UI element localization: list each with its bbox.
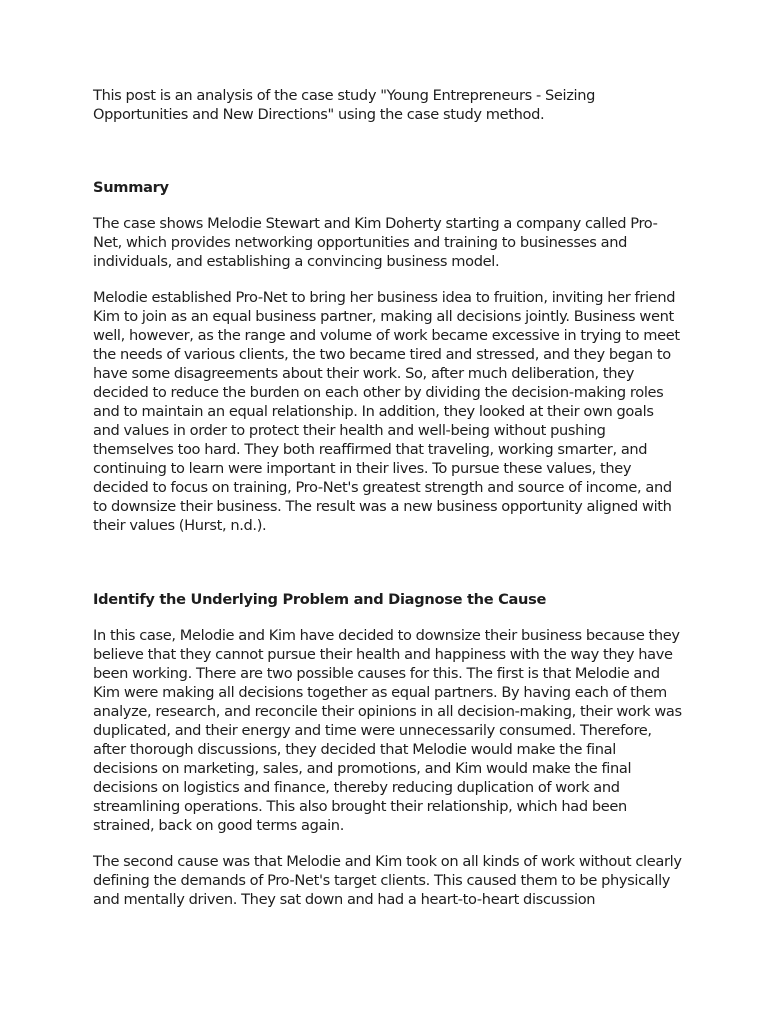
problem-paragraph-1: In this case, Melodie and Kim have decided to downsize their business because they believe that they cannot pursue their health and happiness with the way they have been working. There are two possible causes for this. The first is that Melodie and Kim were making all decisions together as equal partners. By having each of them analyze, research, and reconcile their opinions in all decision-making, their work was duplicated, and their energy and time were unnecessarily consumed. Therefore, after thorough discussions, they decided that Melodie would make the final decisions on marketing, sales, and promotions, and Kim would make the final decisions on logistics and finance, thereby reducing duplication of work and streamlining operations. This also brought their relationship, which had been strained, back on good terms again. xyxy=(93,627,682,834)
document-page xyxy=(93,86,683,909)
problem-paragraph-2: The second cause was that Melodie and Kim took on all kinds of work without clearly defining the demands of Pro-Net's target clients. This caused them to be physically and mentally driven. They sat down and had a heart-to-heart discussion xyxy=(93,853,682,908)
summary-heading: Summary xyxy=(93,179,169,196)
intro-paragraph: This post is an analysis of the case study "Young Entrepreneurs - Seizing Opportunities and New Directions" using the case study method. xyxy=(93,87,596,123)
summary-paragraph-2: Melodie established Pro-Net to bring her business idea to fruition, inviting her friend Kim to join as an equal business partner, making all decisions jointly. Business went well, however, as the range and volume of work became excessive in trying to meet the needs of various clients, the two became tired and stressed, and they began to have some disagreements about their work. So, after much deliberation, they decided to reduce the burden on each other by dividing the decision-making roles and to maintain an equal relationship. In addition, they looked at their own goals and values in order to protect their health and well-being without pushing themselves too hard. They both reaffirmed that traveling, working smarter, and continuing to learn were important in their lives. To pursue these values, they decided to focus on training, Pro-Net's greatest strength and source of income, and to downsize their business. The result was a new business opportunity aligned with their values (Hurst, n.d.). xyxy=(93,289,680,534)
summary-paragraph-1: The case shows Melodie Stewart and Kim Doherty starting a company called Pro-Net, which provides networking opportunities and training to businesses and individuals, and establishing a convincing business model. xyxy=(93,215,658,270)
problem-heading: Identify the Underlying Problem and Diagnose the Cause xyxy=(93,591,547,608)
